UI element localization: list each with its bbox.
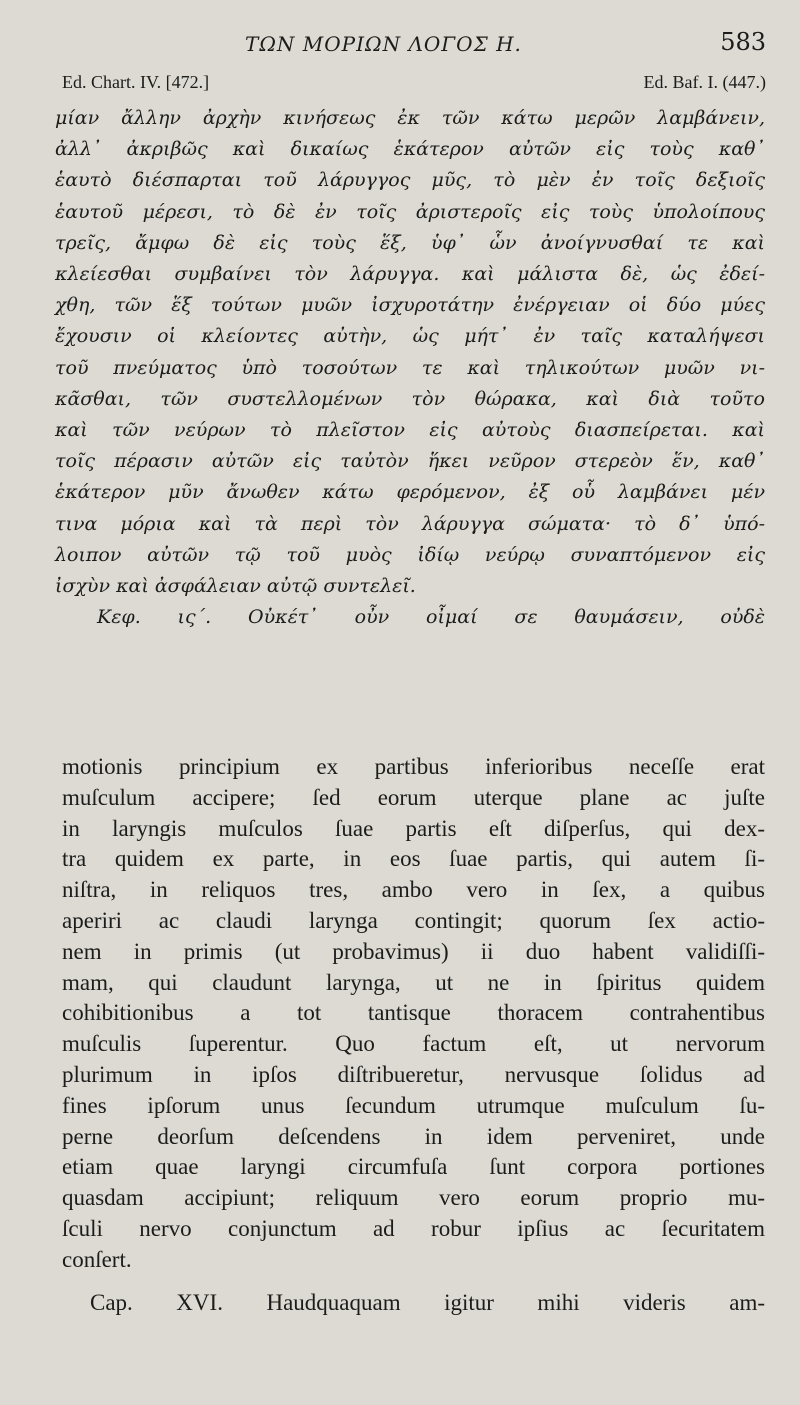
latin-line: muſculum accipere; ſed eorum uterque plane ac juſte [62,784,765,810]
greek-line: ἀλλ᾽ ἀκριβῶς καὶ δικαίως ἑκάτερον αὐτῶν εἰς τοὺς καθ᾽ [55,138,765,161]
edition-reference-line [62,72,766,98]
greek-line: τοῦ πνεύματος ὑπὸ τοσούτων τε καὶ τηλικούτων μυῶν νι- [55,356,765,379]
latin-line: quasdam accipiunt; reliquum vero eorum proprio mu- [62,1185,765,1211]
greek-text-block [55,103,765,633]
greek-line: τινα μόρια καὶ τὰ περὶ τὸν λάρυγγα σώματα· τὸ δ᾽ ὑπό- [55,512,765,535]
latin-line: fines ipſorum unus ſecundum utrumque muſculum ſu- [62,1092,765,1118]
latin-text-block [62,752,765,1318]
greek-line: χθη, τῶν ἕξ τούτων μυῶν ἰσχυροτάτην ἐνέργειαν οἱ δύο μύες [55,294,765,317]
latin-line: aperiri ac claudi larynga contingit; quorum ſex actio- [62,907,765,933]
greek-line: ἑαυτὸ διέσπαρται τοῦ λάρυγγος μῦς, τὸ μὲν ἐν τοῖς δεξιοῖς [55,169,765,192]
greek-line: κᾶσθαι, τῶν συστελλομένων τὸν θώρακα, καὶ διὰ τοῦτο [55,387,765,410]
latin-line: tra quidem ex parte, in eos ſuae partis, qui autem ſi- [62,846,765,872]
running-title: ΤΩΝ ΜΟΡΙΩΝ ΛΟΓΟΣ Η. [245,32,522,56]
latin-line: nem in primis (ut probavimus) ii duo habent validiſſi- [62,938,765,964]
greek-line: κλείεσθαι συμβαίνει τὸν λάρυγγα. καὶ μάλιστα δὲ, ὡς ἐδεί- [55,263,765,286]
greek-line: τρεῖς, ἄμφω δὲ εἰς τοὺς ἕξ, ὑφ᾽ ὧν ἀνοίγνυσθαί τε καὶ [55,231,765,254]
page-number: 583 [720,28,766,56]
greek-chapter-line: Κεφ. ις΄. Οὐκέτ᾽ οὖν οἶμαί σε θαυμάσειν, οὐδὲ [97,606,765,629]
latin-line: muſculis ſuperentur. Quo factum eſt, ut nervorum [62,1031,765,1057]
latin-line: in laryngis muſculos ſuae partis eſt diſperſus, qui dex- [62,815,765,841]
greek-line: ἔχουσιν οἱ κλείοντες αὐτὴν, ὡς μήτ᾽ ἐν ταῖς καταλήψεσι [55,325,765,348]
latin-line: perne deorſum deſcendens in idem perveniret, unde [62,1123,765,1149]
latin-line: etiam quae laryngi circumfuſa ſunt corpora portiones [62,1154,765,1180]
latin-line: conſert. [62,1246,132,1272]
running-head [0,28,800,62]
edition-chartier: Ed. Chart. IV. [472.] [62,72,210,92]
latin-line: plurimum in ipſos diſtribueretur, nervusque ſolidus ad [62,1061,765,1087]
greek-line: καὶ τῶν νεύρων τὸ πλεῖστον εἰς αὐτοὺς διασπείρεται. καὶ [55,419,765,442]
latin-line: cohibitionibus a tot tantisque thoracem contrahentibus [62,1000,765,1026]
latin-line: niſtra, in reliquos tres, ambo vero in ſex, a quibus [62,877,765,903]
greek-line: ἑκάτερον μῦν ἄνωθεν κάτω φερόμενον, ἐξ οὗ λαμβάνει μέν [55,481,765,504]
greek-line: λοιπον αὐτῶν τῷ τοῦ μυὸς ἰδίῳ νεύρῳ συναπτόμενον εἰς [55,543,765,566]
latin-line: ſculi nervo conjunctum ad robur ipſius ac ſecuritatem [62,1215,765,1241]
edition-basel: Ed. Baf. I. (447.) [643,72,766,92]
greek-line: ἰσχὺν καὶ ἀσφάλειαν αὐτῷ συντελεῖ. [55,575,416,598]
greek-line: ἑαυτοῦ μέρεσι, τὸ δὲ ἐν τοῖς ἀριστεροῖς εἰς τοὺς ὑπολοίπους [55,200,765,223]
latin-line: mam, qui claudunt larynga, ut ne in ſpiritus quidem [62,969,765,995]
latin-chapter-line: Cap. XVI. Haudquaquam igitur mihi videris am- [90,1289,765,1315]
latin-line: motionis principium ex partibus inferioribus neceſſe erat [62,754,765,779]
greek-line: μίαν ἄλλην ἀρχὴν κινήσεως ἐκ τῶν κάτω μερῶν λαμβάνειν, [55,107,765,129]
greek-line: τοῖς πέρασιν αὐτῶν εἰς ταὐτὸν ἥκει νεῦρον στερεὸν ἕν, καθ᾽ [55,450,765,473]
